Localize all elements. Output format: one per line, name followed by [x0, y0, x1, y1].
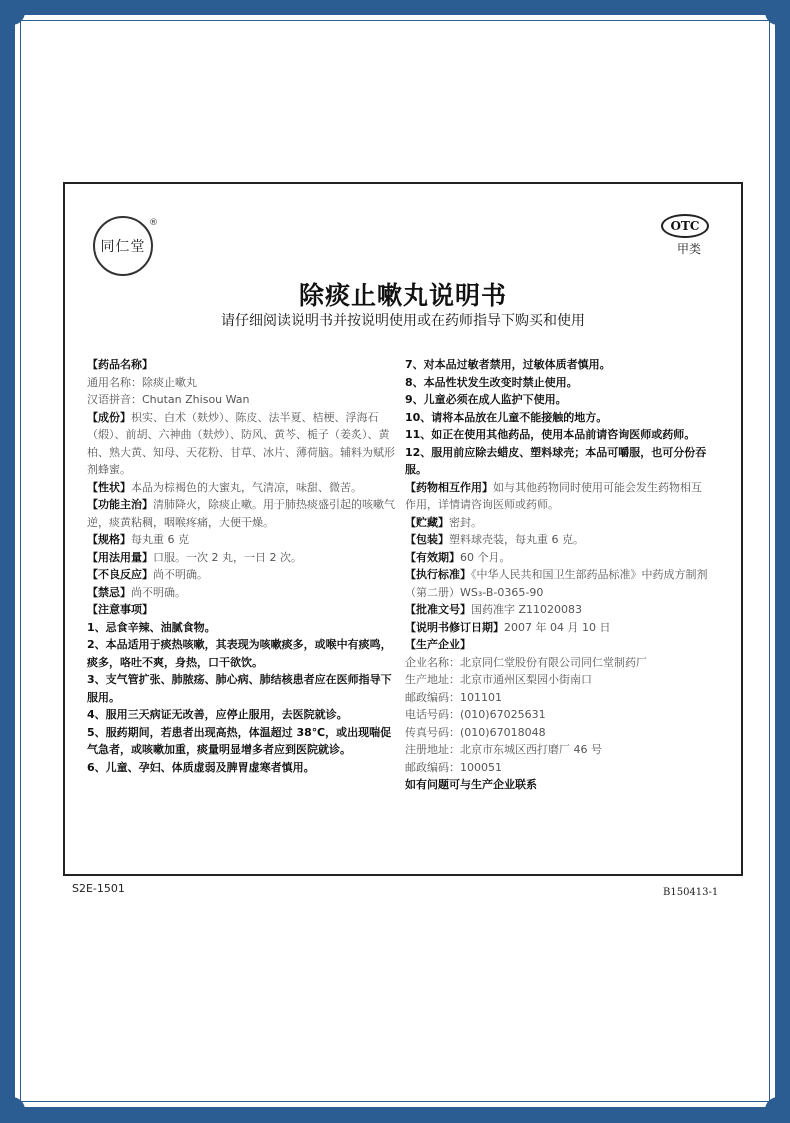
left-paragraph: [87, 549, 399, 567]
section-text: 尚不明确。: [131, 585, 186, 599]
leaflet-document: [63, 182, 743, 876]
section-label: 【生产企业】: [405, 638, 471, 651]
right-paragraph: [405, 724, 711, 742]
left-paragraph: [87, 496, 399, 531]
section-text: 11、如正在使用其他药品，使用本品前请咨询医师或药师。: [405, 428, 696, 441]
otc-category: 甲类: [676, 242, 701, 256]
section-text: 8、本品性状发生改变时禁止使用。: [405, 375, 578, 389]
right-paragraph: [405, 444, 711, 479]
section-text: 本品为棕褐色的大蜜丸，气清凉，味甜、微苦。: [131, 480, 362, 494]
section-text: 2007 年 04 月 10 日: [504, 620, 611, 634]
section-text: 邮政编码：101101: [405, 690, 502, 704]
logo-text: 同仁堂: [100, 239, 146, 255]
corner-ornament: [0, 0, 25, 25]
section-label: 【药物相互作用】: [405, 480, 493, 494]
section-text: 如与其他药物同时使用可能会发生药物相互作用，详情请咨询医师或药师。: [405, 480, 702, 511]
section-text: 10、请将本品放在儿童不能接触的地方。: [405, 410, 608, 424]
section-label: 【有效期】: [405, 550, 460, 564]
section-text: 60 个月。: [460, 550, 511, 564]
section-label: 【说明书修订日期】: [405, 620, 504, 634]
right-paragraph: [405, 356, 711, 374]
left-paragraph: [87, 356, 399, 374]
right-paragraph: [405, 741, 711, 759]
section-label: 【用法用量】: [87, 550, 153, 564]
section-text: 7、对本品过敏者禁用，过敏体质者慎用。: [405, 358, 611, 371]
right-paragraph: [405, 619, 711, 637]
print-code-left: S2E-1501: [72, 882, 125, 895]
section-text: 如有问题可与生产企业联系: [405, 778, 537, 791]
right-paragraph: [405, 409, 711, 427]
section-text: 枳实、白术（麸炒）、陈皮、法半夏、桔梗、浮海石（煅）、前胡、六神曲（麸炒）、防风、黄芩、栀子（姜炙）、黄柏、熟大黄、知母、天花粉、甘草、冰片、薄荷脑。辅料为赋形剂蜂蜜。: [87, 410, 395, 476]
section-text: 每丸重 6 克: [131, 533, 189, 546]
section-text: 生产地址：北京市通州区梨园小街南口: [405, 673, 592, 686]
section-label: 【注意事项】: [87, 603, 153, 616]
section-label: 【规格】: [87, 533, 131, 546]
right-paragraph: [405, 671, 711, 689]
section-text: 塑料球壳装，每丸重 6 克。: [449, 533, 584, 546]
left-paragraph: [87, 374, 399, 392]
section-label: 【不良反应】: [87, 568, 153, 581]
section-text: 6、儿童、孕妇、体质虚弱及脾胃虚寒者慎用。: [87, 760, 315, 774]
otc-badge: [661, 214, 709, 238]
section-label: 【药品名称】: [87, 358, 153, 371]
section-text: 尚不明确。: [153, 568, 208, 581]
document-title: 除痰止嗽丸说明书: [298, 281, 507, 310]
right-paragraph: [405, 479, 711, 514]
right-column: [405, 356, 711, 794]
corner-ornament: [765, 0, 790, 25]
right-paragraph: [405, 706, 711, 724]
section-text: 传真号码：(010)67018048: [405, 725, 546, 739]
print-code-right: B150413-1: [663, 887, 719, 898]
section-label: 【批准文号】: [405, 603, 471, 616]
section-text: 国药准字 Z11020083: [471, 603, 583, 616]
section-text: 1、忌食辛辣、油腻食物。: [87, 620, 216, 634]
section-text: 电话号码：(010)67025631: [405, 708, 546, 721]
left-column: [87, 356, 399, 776]
left-paragraph: [87, 584, 399, 602]
section-text: 通用名称：除痰止嗽丸: [87, 375, 197, 389]
section-label: 【成份】: [87, 410, 131, 424]
section-text: 清肺降火，除痰止嗽。用于肺热痰盛引起的咳嗽气逆，痰黄粘稠，咽喉疼痛，大便干燥。: [87, 498, 395, 529]
right-paragraph: [405, 776, 711, 794]
right-paragraph: [405, 426, 711, 444]
left-paragraph: [87, 724, 399, 759]
right-paragraph: [405, 601, 711, 619]
section-text: 密封。: [449, 515, 482, 529]
right-paragraph: [405, 374, 711, 392]
section-text: 口服。一次 2 丸，一日 2 次。: [153, 550, 302, 564]
left-paragraph: [87, 706, 399, 724]
right-paragraph: [405, 531, 711, 549]
section-text: 5、服药期间，若患者出现高热，体温超过 38℃，或出现喘促气急者，或咳嗽加重，痰量明显增多者应到医院就诊。: [87, 725, 392, 756]
left-paragraph: [87, 671, 399, 706]
section-label: 【功能主治】: [87, 498, 153, 511]
section-label: 【禁忌】: [87, 585, 131, 599]
section-label: 【性状】: [87, 480, 131, 494]
left-paragraph: [87, 759, 399, 777]
section-text: 9、儿童必须在成人监护下使用。: [405, 393, 567, 406]
left-paragraph: [87, 619, 399, 637]
section-text: 2、本品适用于痰热咳嗽，其表现为咳嗽痰多，或喉中有痰鸣，痰多，咯吐不爽，身热，口干欲饮。: [87, 638, 392, 669]
right-paragraph: [405, 391, 711, 409]
left-paragraph: [87, 391, 399, 409]
corner-ornament: [0, 1097, 25, 1123]
section-text: 注册地址：北京市东城区西打磨厂 46 号: [405, 743, 602, 756]
section-text: 邮政编码：100051: [405, 760, 502, 774]
right-paragraph: [405, 566, 711, 601]
section-text: 《中华人民共和国卫生部药品标准》中药成方制剂（第二册）WS₃-B-0365-90: [405, 568, 708, 599]
section-text: 3、支气管扩张、肺脓疡、肺心病、肺结核患者应在医师指导下服用。: [87, 673, 392, 704]
left-paragraph: [87, 531, 399, 549]
right-paragraph: [405, 654, 711, 672]
right-paragraph: [405, 514, 711, 532]
right-paragraph: [405, 636, 711, 654]
section-text: 12、服用前应除去蜡皮、塑料球壳；本品可嚼服，也可分份吞服。: [405, 445, 707, 476]
document-subtitle: 请仔细阅读说明书并按说明使用或在药师指导下购买和使用: [221, 313, 585, 329]
section-text: 企业名称：北京同仁堂股份有限公司同仁堂制药厂: [405, 655, 647, 669]
right-paragraph: [405, 549, 711, 567]
section-text: 4、服用三天病证无改善，应停止服用，去医院就诊。: [87, 708, 348, 721]
left-paragraph: [87, 636, 399, 671]
left-paragraph: [87, 566, 399, 584]
left-paragraph: [87, 409, 399, 479]
left-paragraph: [87, 479, 399, 497]
section-label: 【执行标准】: [405, 568, 471, 581]
left-paragraph: [87, 601, 399, 619]
corner-ornament: [765, 1097, 790, 1123]
brand-logo: [93, 216, 153, 276]
right-paragraph: [405, 689, 711, 707]
registered-mark: ®: [149, 218, 158, 228]
otc-label: OTC: [670, 219, 700, 233]
section-label: 【贮藏】: [405, 515, 449, 529]
section-text: 汉语拼音：Chutan Zhisou Wan: [87, 393, 250, 406]
section-label: 【包装】: [405, 533, 449, 546]
right-paragraph: [405, 759, 711, 777]
